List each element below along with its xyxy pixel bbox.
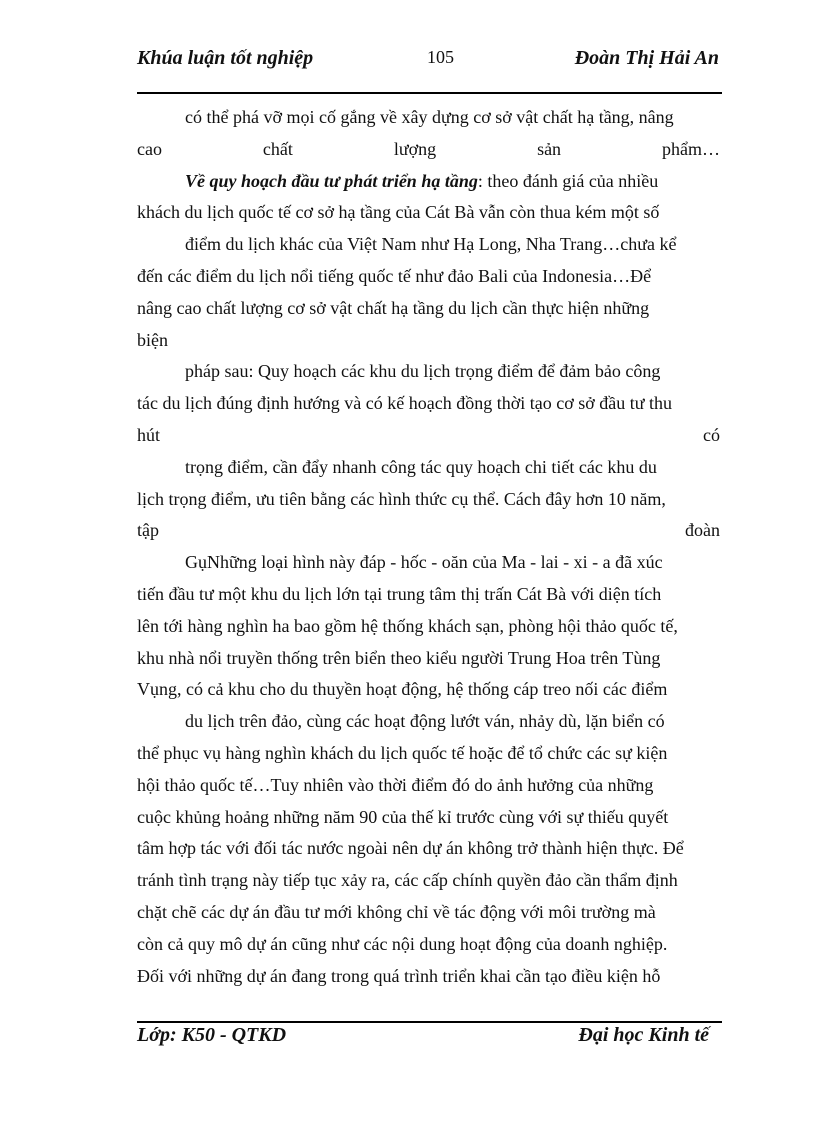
text-line — [137, 738, 720, 770]
text-line-content: biện — [137, 329, 168, 350]
text-word: đoàn — [685, 520, 720, 541]
text-line-content: chặt chẽ các dự án đầu tư mới không chỉ về tác động với môi trường mà — [137, 901, 656, 922]
text-line — [137, 643, 720, 675]
text-word: lượng — [393, 138, 437, 159]
text-line — [137, 674, 720, 706]
text-word: cao — [137, 138, 162, 159]
text-line-content: tác du lịch đúng định hướng và có kế hoạch đồng thời tạo cơ sở đầu tư thu — [137, 393, 672, 414]
text-line — [137, 293, 720, 325]
text-line-content: còn cả quy mô dự án cũng như các nội dung hoạt động của doanh nghiệp. — [137, 933, 668, 954]
text-line — [137, 166, 720, 198]
footer-rule — [137, 1021, 722, 1023]
text-line-content: : theo đánh giá của nhiều — [477, 170, 659, 191]
text-line-content: du lịch trên đảo, cùng các hoạt động lướt ván, nhảy dù, lặn biển có — [185, 711, 665, 732]
text-line — [137, 484, 720, 516]
text-line-content: tiến đầu tư một khu du lịch lớn tại trung tâm thị trấn Cát Bà với diện tích — [137, 583, 662, 604]
header-rule — [137, 92, 722, 94]
page-footer — [137, 1024, 721, 1052]
text-line — [137, 547, 720, 579]
text-word: sản — [537, 138, 562, 159]
text-line-content: thể phục vụ hàng nghìn khách du lịch quốc tế hoặc để tổ chức các sự kiện — [137, 742, 668, 763]
page-header — [137, 47, 721, 75]
text-line-content: Vụng, có cả khu cho du thuyền hoạt động, hệ thống cáp treo nối các điểm — [137, 679, 668, 700]
page-number: 105 — [427, 47, 454, 67]
text-line-content: hội thảo quốc tế…Tuy nhiên vào thời điểm đó do ảnh hưởng của những — [137, 774, 654, 795]
text-line — [137, 706, 720, 738]
text-line-content: tâm hợp tác với đối tác nước ngoài nên dự án không trở thành hiện thực. Để — [137, 838, 684, 859]
text-line — [137, 388, 720, 420]
text-line — [137, 579, 720, 611]
text-line-content: đến các điểm du lịch nổi tiếng quốc tế như đảo Bali của Indonesia…Để — [137, 265, 652, 286]
footer-class-label: Lớp: K50 - QTKD — [137, 1024, 287, 1046]
text-line — [137, 356, 720, 388]
text-line — [137, 770, 720, 802]
text-line — [137, 897, 720, 929]
text-line-content: lịch trọng điểm, ưu tiên bằng các hình thức cụ thể. Cách đây hơn 10 năm, — [137, 488, 666, 509]
text-word: phẩm… — [662, 138, 720, 159]
text-line-content: điểm du lịch khác của Việt Nam như Hạ Long, Nha Trang…chưa kể — [185, 234, 677, 255]
text-word: tập — [137, 520, 159, 541]
text-line — [137, 261, 720, 293]
text-line-content: khu nhà nổi truyền thống trên biển theo kiểu người Trung Hoa trên Tùng — [137, 647, 661, 668]
header-thesis-title: Khúa luận tốt nghiệp — [137, 47, 314, 69]
body-text — [137, 102, 720, 992]
text-line-content: pháp sau: Quy hoạch các khu du lịch trọng điểm để đảm bảo công — [185, 361, 661, 382]
text-line — [137, 229, 720, 261]
header-author-name: Đoàn Thị Hải An — [574, 47, 719, 69]
text-word: chất — [262, 138, 293, 159]
text-line-content: GụNhững loại hình này đáp - hốc - oăn của Ma - lai - xi - a đã xúc — [185, 552, 663, 573]
text-line — [137, 802, 720, 834]
section-heading: Về quy hoạch đầu tư phát triển hạ tầng — [185, 170, 478, 191]
text-line-content: lên tới hàng nghìn ha bao gồm hệ thống khách sạn, phòng hội thảo quốc tế, — [137, 615, 678, 636]
text-line-content: Đối với những dự án đang trong quá trình triển khai cần tạo điều kiện hỗ — [137, 965, 661, 986]
text-line-content: nâng cao chất lượng cơ sở vật chất hạ tầng du lịch cần thực hiện những — [137, 297, 650, 318]
text-line — [137, 929, 720, 961]
text-line-content: khách du lịch quốc tế cơ sở hạ tầng của Cát Bà vẫn còn thua kém một số — [137, 202, 660, 223]
text-line — [137, 865, 720, 897]
text-line-content: cuộc khủng hoảng những năm 90 của thế kỉ trước cùng với sự thiếu quyết — [137, 806, 669, 827]
text-line — [137, 515, 720, 547]
text-line — [137, 961, 720, 993]
text-line-content: trọng điểm, cần đẩy nhanh công tác quy hoạch chi tiết các khu du — [185, 456, 657, 477]
text-word: hút — [137, 424, 161, 445]
text-line — [137, 325, 720, 357]
text-line — [137, 452, 720, 484]
text-line — [137, 134, 720, 166]
text-line — [137, 420, 720, 452]
text-line — [137, 197, 720, 229]
text-line — [137, 102, 720, 134]
text-line-content: tránh tình trạng này tiếp tục xảy ra, các cấp chính quyền đảo cần thẩm định — [137, 870, 678, 891]
text-line-content: có thể phá vỡ mọi cố gắng về xây dựng cơ sở vật chất hạ tầng, nâng — [185, 107, 674, 127]
text-word: có — [703, 424, 720, 445]
text-line — [137, 833, 720, 865]
footer-university-label: Đại học Kinh tế — [578, 1024, 709, 1046]
text-line — [137, 611, 720, 643]
